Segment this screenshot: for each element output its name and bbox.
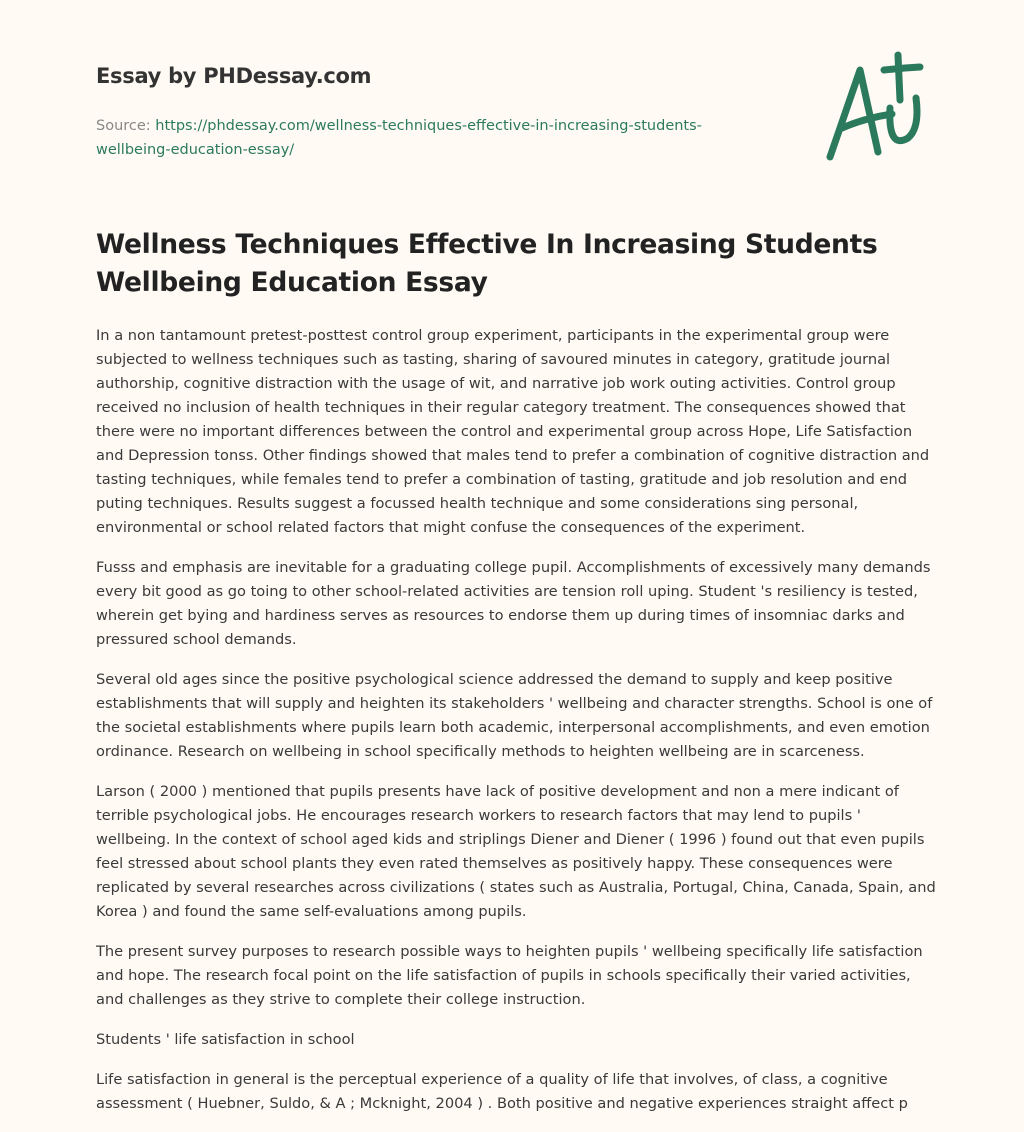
source-line — [96, 114, 776, 162]
site-header — [96, 64, 776, 162]
paragraph: Several old ages since the positive psychological science addressed the demand to supply and keep positive establishments that will supply and heighten its stakeholders ' wellbeing and character strengths. School is one of the societal establishments where pupils learn both academic, interpersonal accomplishments, and even emotion ordinance. Research on wellbeing in school specifically methods to heighten wellbeing are in scarceness. — [96, 671, 933, 760]
paragraph: The present survey purposes to research possible ways to heighten pupils ' wellbeing specifically life satisfaction and hope. The research focal point on the life satisfaction of pupils in schools specifically their varied activities, and challenges as they strive to complete their college instruction. — [96, 943, 923, 1008]
paragraph: Life satisfaction in general is the perceptual experience of a quality of life that involves, of class, a cognitive assessment ( Huebner, Suldo, & A ; Mcknight, 2004 ) . Both positive and negative experiences straight affect p — [96, 1071, 908, 1112]
paragraph: In a non tantamount pretest-posttest control group experiment, participants in the experimental group were subjected to wellness techniques such as tasting, sharing of savoured minutes in category, gratitude journal authorship, cognitive distraction with the usage of wit, and narrative job work outing activities. Control group received no inclusion of health techniques in their regular category treatment. The consequences showed that there were no important differences between the control and experimental group across Hope, Life Satisfaction and Depression tonss. Other findings showed that males tend to prefer a combination of cognitive distraction and tasting techniques, while females tend to prefer a combination of tasting, gratitude and job resolution and end puting techniques. Results suggest a focussed health technique and some considerations sing personal, environmental or school related factors that might confuse the consequences of the experiment. — [96, 327, 930, 536]
source-label: Source: — [96, 118, 151, 134]
a-plus-logo-icon — [820, 40, 930, 165]
section-heading: Students ' life satisfaction in school — [96, 1031, 355, 1048]
essay-title: Wellness Techniques Effective In Increasing Students Wellbeing Education Essay — [96, 229, 878, 298]
source-link[interactable]: https://phdessay.com/wellness-techniques-effective-in-increasing-students-wellbeing-education-essay/ — [96, 118, 702, 158]
essay-body — [96, 324, 936, 1132]
site-brand: Essay by PHDessay.com — [96, 64, 372, 88]
paragraph: Larson ( 2000 ) mentioned that pupils presents have lack of positive development and non a mere indicant of terrible psychological jobs. He encourages research workers to research factors that may lend to pupils ' wellbeing. In the context of school aged kids and striplings Diener and Diener ( 1996 ) found out that even pupils feel stressed about school plants they even rated themselves as positively happy. These consequences were replicated by several researches across civilizations ( states such as Australia, Portugal, China, Canada, Spain, and Korea ) and found the same self-evaluations among pupils. — [96, 783, 936, 920]
paragraph: Fusss and emphasis are inevitable for a graduating college pupil. Accomplishments of excessively many demands every bit good as go toing to other school-related activities are tension roll uping. Student 's resiliency is tested, wherein get bying and hardiness serves as resources to endorse them up during times of insomniac darks and pressured school demands. — [96, 559, 931, 648]
